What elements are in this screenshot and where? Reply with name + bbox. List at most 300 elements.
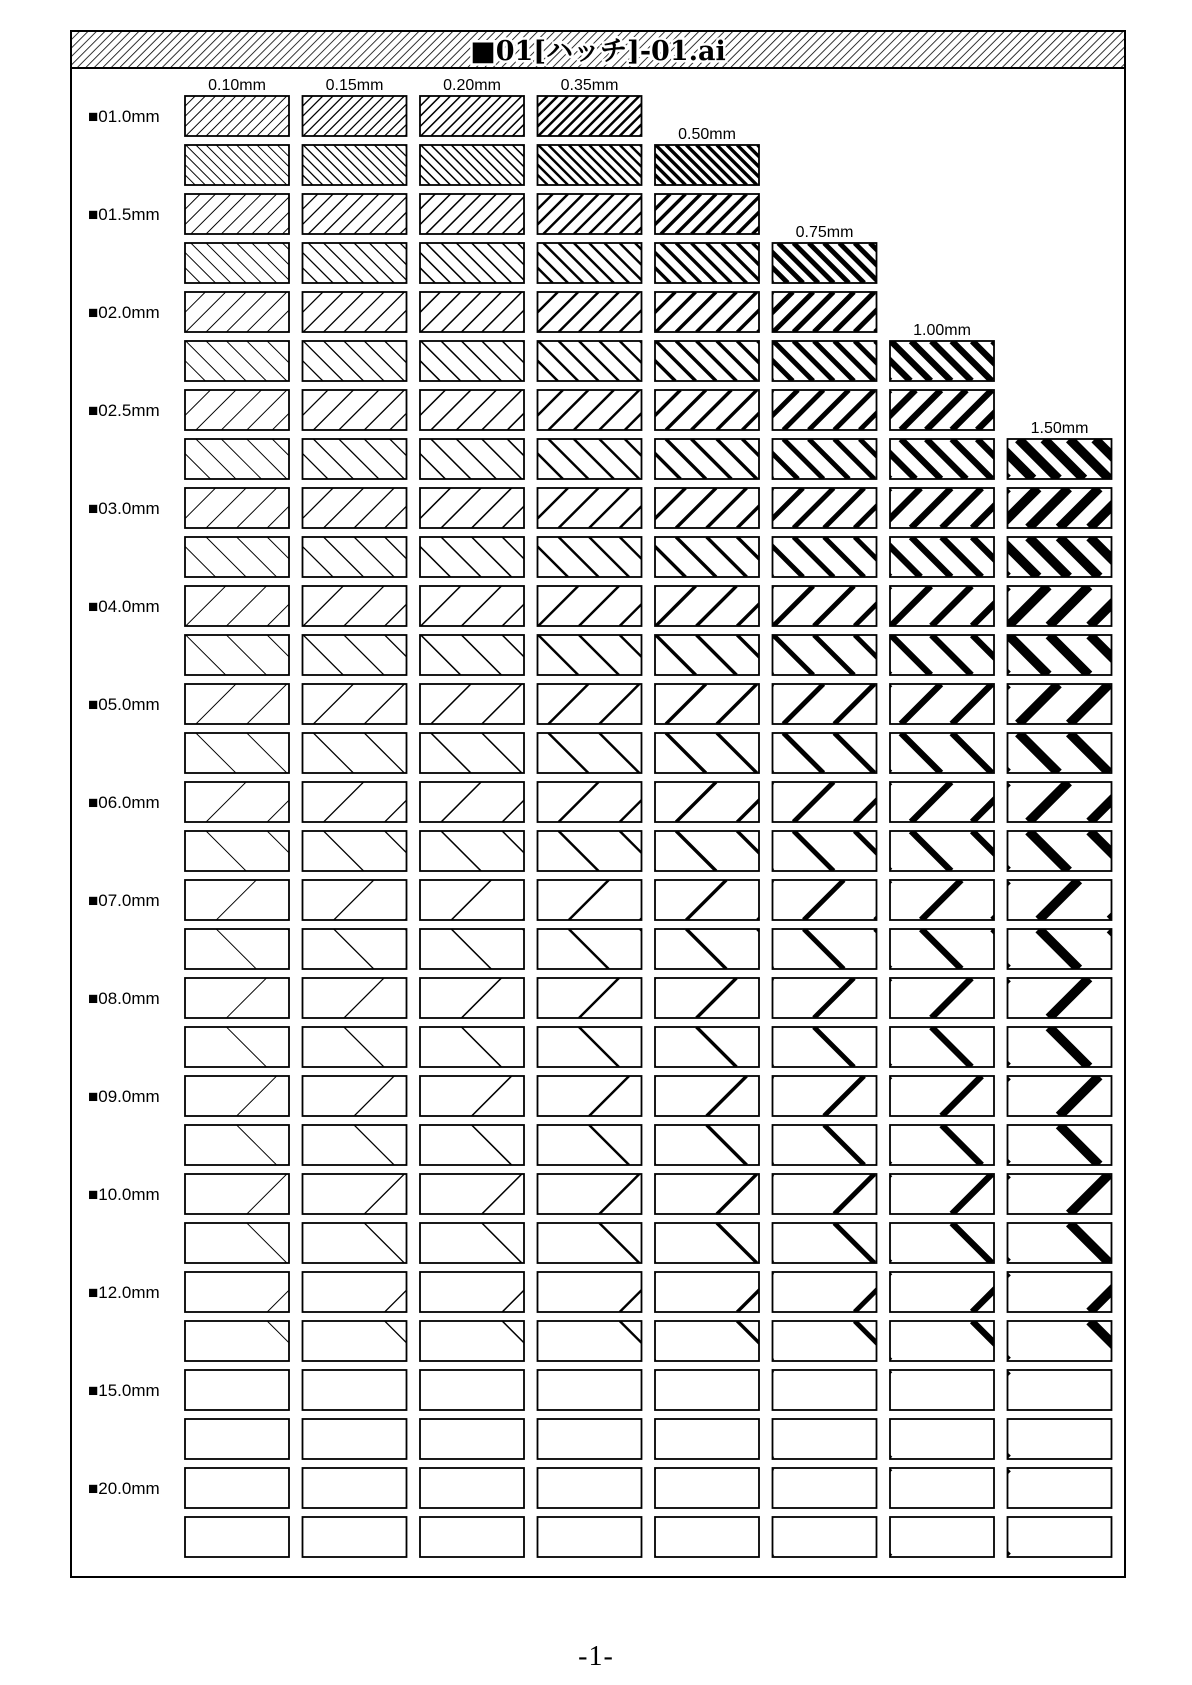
hatch-line	[676, 831, 716, 871]
hatch-line	[263, 733, 303, 773]
hatch-line	[457, 586, 497, 626]
hatch-line	[328, 831, 368, 871]
hatch-swatch	[0, 1517, 389, 1557]
swatch-border	[185, 1027, 289, 1067]
hatch-line	[1090, 635, 1130, 675]
hatch-line	[263, 439, 303, 479]
hatch-line	[936, 635, 976, 675]
spacing-label: ■10.0mm	[88, 1185, 160, 1204]
hatch-line	[737, 1321, 777, 1361]
hatch-line	[620, 635, 660, 675]
hatch-line	[267, 1321, 307, 1361]
hatch-line	[263, 243, 303, 283]
hatch-line	[927, 635, 967, 675]
hatch-swatch	[426, 880, 751, 920]
hatch-line	[737, 635, 777, 675]
hatch-swatch	[523, 1125, 930, 1165]
hatch-line	[600, 194, 640, 234]
hatch-line	[247, 194, 287, 234]
hatch-line	[537, 1076, 577, 1116]
hatch-line	[267, 635, 307, 675]
hatch-line	[676, 145, 716, 185]
hatch-line	[1069, 1174, 1109, 1214]
hatch-line	[324, 243, 364, 283]
hatch-line	[263, 831, 303, 871]
hatch-swatch	[396, 1223, 741, 1263]
hatch-line	[359, 880, 399, 920]
hatch-line	[354, 96, 394, 136]
hatch-line	[911, 831, 951, 871]
hatch-line	[666, 145, 706, 185]
hatch-line	[533, 243, 573, 283]
hatch-line	[615, 929, 655, 969]
hatch-line	[717, 292, 757, 332]
swatch-border	[538, 1223, 642, 1263]
hatch-line	[472, 96, 512, 136]
hatch-line	[431, 439, 471, 479]
hatch-line	[579, 1027, 619, 1067]
hatch-swatch	[447, 684, 742, 724]
hatch-line	[186, 635, 226, 675]
hatch-line	[548, 390, 588, 430]
hatch-line	[921, 929, 961, 969]
hatch-line	[206, 488, 246, 528]
hatch-line	[349, 292, 389, 332]
hatch-line	[666, 733, 706, 773]
swatch-border	[538, 1027, 642, 1067]
swatch-border	[890, 1027, 994, 1067]
hatch-line	[650, 1370, 690, 1410]
hatch-line	[859, 978, 899, 1018]
hatch-line	[492, 96, 532, 136]
hatch-line	[748, 1174, 788, 1214]
hatch-line	[328, 194, 368, 234]
hatch-line	[717, 1174, 757, 1214]
hatch-line	[610, 145, 650, 185]
hatch-line	[599, 439, 639, 479]
hatch-line	[655, 1125, 695, 1165]
hatch-line	[717, 1223, 757, 1263]
hatch-line	[232, 488, 272, 528]
hatch-line	[569, 929, 609, 969]
hatch-line	[221, 390, 261, 430]
hatch-line	[406, 1125, 446, 1165]
hatch-line	[216, 145, 256, 185]
hatch-line	[406, 1076, 446, 1116]
hatch-line	[293, 194, 333, 234]
hatch-line	[692, 586, 732, 626]
spacing-label: ■01.5mm	[88, 205, 160, 224]
hatch-line	[441, 782, 481, 822]
hatch-line	[267, 586, 307, 626]
hatch-line	[513, 1223, 553, 1263]
hatch-line	[237, 194, 277, 234]
hatch-line	[191, 194, 231, 234]
hatch-line	[727, 145, 767, 185]
hatch-swatch	[748, 1174, 1093, 1214]
hatch-line	[405, 292, 445, 332]
hatch-line	[328, 243, 368, 283]
swatch-border	[420, 978, 524, 1018]
spacing-label: ■05.0mm	[88, 695, 160, 714]
hatch-line	[476, 929, 516, 969]
hatch-line	[472, 439, 512, 479]
hatch-line	[498, 1027, 538, 1067]
hatch-line	[554, 831, 594, 871]
swatch-border	[185, 733, 289, 773]
hatch-line	[728, 1321, 768, 1361]
hatch-line	[482, 439, 522, 479]
hatch-line	[563, 243, 603, 283]
hatch-line	[931, 635, 971, 675]
swatch-border	[303, 733, 407, 773]
hatch-line	[615, 586, 655, 626]
hatch-line	[584, 1468, 624, 1508]
hatch-line	[288, 1076, 328, 1116]
hatch-line	[1130, 1027, 1170, 1067]
hatch-line	[895, 635, 935, 675]
hatch-line	[344, 1027, 384, 1067]
line-width-label: 0.20mm	[443, 77, 501, 94]
swatch-border	[185, 684, 289, 724]
hatch-line	[502, 1321, 542, 1361]
hatch-line	[859, 1321, 899, 1361]
hatch-line	[804, 929, 844, 969]
hatch-swatch	[411, 1517, 858, 1557]
hatch-swatch	[23, 1272, 430, 1312]
swatch-border	[773, 1419, 877, 1459]
hatch-line	[395, 243, 435, 283]
hatch-line	[380, 1321, 420, 1361]
hatch-line	[298, 1419, 338, 1459]
hatch-line	[298, 1370, 338, 1410]
hatch-line	[492, 145, 532, 185]
spacing-label: ■08.0mm	[88, 989, 160, 1008]
hatch-line	[697, 1419, 737, 1459]
hatch-line	[859, 1272, 899, 1312]
hatch-line	[952, 684, 992, 724]
hatch-line	[59, 1517, 99, 1557]
hatch-swatch	[815, 1370, 1192, 1410]
hatch-line	[345, 1370, 385, 1410]
hatch-line	[640, 929, 680, 969]
hatch-line	[247, 684, 287, 724]
swatch-border	[1008, 1468, 1112, 1508]
hatch-line	[380, 439, 420, 479]
hatch-line	[267, 782, 307, 822]
hatch-line	[441, 439, 481, 479]
hatch-line	[299, 978, 339, 1018]
hatch-line	[733, 1468, 773, 1508]
hatch-line	[446, 488, 486, 528]
hatch-line	[717, 341, 757, 381]
hatch-line	[450, 1370, 490, 1410]
hatch-line	[692, 635, 732, 675]
hatch-line	[267, 96, 307, 136]
hatch-line	[579, 292, 619, 332]
hatch-line	[334, 145, 374, 185]
hatch-line	[415, 1370, 455, 1410]
hatch-line	[466, 1517, 506, 1557]
hatch-swatch	[758, 1125, 1165, 1165]
hatch-line	[145, 635, 185, 675]
hatch-line	[1029, 831, 1069, 871]
hatch-line	[498, 782, 538, 822]
hatch-line	[906, 782, 946, 822]
hatch-line	[589, 488, 629, 528]
hatch-line	[385, 243, 425, 283]
hatch-line	[798, 782, 838, 822]
hatch-line	[920, 1370, 960, 1410]
hatch-line	[615, 831, 655, 871]
hatch-swatch	[544, 880, 869, 920]
hatch-line	[191, 929, 231, 969]
hatch-line	[385, 586, 425, 626]
hatch-line	[380, 635, 420, 675]
hatch-line	[226, 635, 266, 675]
hatch-line	[676, 782, 716, 822]
hatch-swatch	[94, 733, 389, 773]
hatch-line	[411, 488, 451, 528]
hatch-line	[972, 341, 1012, 381]
hatch-line	[176, 1468, 216, 1508]
hatch-line	[446, 1076, 486, 1116]
hatch-line	[1069, 1223, 1109, 1263]
hatch-line	[441, 341, 481, 381]
hatch-swatch	[416, 978, 782, 1018]
swatch-border	[538, 1468, 642, 1508]
hatch-line	[339, 390, 379, 430]
hatch-line	[416, 1027, 456, 1067]
hatch-line	[446, 341, 486, 381]
hatch-line	[354, 194, 394, 234]
hatch-line	[441, 96, 481, 136]
hatch-line	[303, 586, 343, 626]
hatch-swatch	[161, 1223, 506, 1263]
hatch-line	[385, 782, 425, 822]
hatch-line	[461, 194, 501, 234]
swatch-border	[420, 390, 524, 430]
hatch-line	[216, 96, 256, 136]
hatch-line	[814, 586, 854, 626]
hatch-line	[482, 145, 522, 185]
hatch-line	[498, 733, 538, 773]
hatch-line	[221, 439, 261, 479]
hatch-line	[498, 1468, 538, 1508]
hatch-line	[237, 439, 277, 479]
hatch-line	[441, 831, 481, 871]
hatch-line	[277, 145, 317, 185]
hatch-line	[380, 733, 420, 773]
hatch-line	[911, 782, 951, 822]
hatch-line	[263, 1223, 303, 1263]
hatch-line	[247, 96, 287, 136]
hatch-line	[701, 1468, 741, 1508]
hatch-swatch	[411, 1468, 858, 1508]
hatch-line	[171, 1076, 211, 1116]
swatch-border	[890, 1517, 994, 1557]
hatch-line	[655, 1076, 695, 1116]
hatch-line	[389, 782, 429, 822]
hatch-line	[1151, 782, 1191, 822]
hatch-line	[354, 1125, 394, 1165]
hatch-line	[1110, 880, 1150, 920]
hatch-line	[263, 684, 303, 724]
hatch-line	[380, 1272, 420, 1312]
hatch-swatch	[610, 1272, 1017, 1312]
hatch-swatch	[513, 1174, 858, 1214]
hatch-line	[396, 1174, 436, 1214]
hatch-line	[425, 292, 465, 332]
hatch-line	[303, 292, 343, 332]
hatch-line	[267, 341, 307, 381]
hatch-line	[498, 439, 538, 479]
hatch-line	[544, 929, 584, 969]
hatch-line	[1008, 586, 1048, 626]
hatch-line	[421, 586, 461, 626]
hatch-line	[267, 194, 307, 234]
hatch-line	[936, 586, 976, 626]
spacing-label: ■02.0mm	[88, 303, 160, 322]
hatch-line	[859, 831, 899, 871]
hatch-line	[482, 292, 522, 332]
hatch-line	[415, 733, 455, 773]
swatch-border	[420, 1027, 524, 1067]
hatch-line	[247, 1174, 287, 1214]
hatch-swatch	[886, 1027, 1192, 1067]
hatch-line	[733, 831, 773, 871]
hatch-swatch	[426, 929, 751, 969]
hatch-line	[568, 1370, 608, 1410]
hatch-line	[834, 292, 874, 332]
hatch-line	[615, 1468, 655, 1508]
hatch-line	[431, 96, 471, 136]
hatch-line	[855, 831, 895, 871]
hatch-swatch	[329, 684, 624, 724]
hatch-line	[380, 684, 420, 724]
hatch-swatch	[815, 1419, 1192, 1459]
hatch-line	[431, 145, 471, 185]
hatch-swatch	[728, 1321, 1135, 1361]
hatch-line	[385, 537, 425, 577]
hatch-line	[226, 292, 266, 332]
hatch-swatch	[176, 1468, 623, 1508]
hatch-line	[263, 1272, 303, 1312]
hatch-swatch	[845, 1272, 1192, 1312]
hatch-line	[594, 537, 634, 577]
hatch-line	[1146, 439, 1186, 479]
hatch-swatch	[278, 1223, 623, 1263]
hatch-swatch	[529, 1468, 976, 1508]
hatch-line	[385, 341, 425, 381]
hatch-line	[273, 96, 313, 136]
hatch-line	[788, 145, 828, 185]
hatch-line	[120, 439, 160, 479]
hatch-line	[733, 1419, 773, 1459]
hatch-line	[411, 96, 451, 136]
hatch-line	[972, 1272, 1012, 1312]
hatch-line	[972, 635, 1012, 675]
hatch-line	[548, 684, 588, 724]
hatch-line	[263, 635, 303, 675]
hatch-swatch	[493, 1272, 900, 1312]
hatch-line	[641, 1125, 681, 1165]
hatch-line	[472, 194, 512, 234]
hatch-line	[278, 1223, 318, 1263]
hatch-line	[615, 880, 655, 920]
hatch-line	[594, 880, 634, 920]
hatch-line	[257, 145, 297, 185]
hatch-line	[498, 1174, 538, 1214]
hatch-line	[247, 243, 287, 283]
hatch-line	[160, 243, 200, 283]
hatch-line	[472, 1125, 512, 1165]
hatch-swatch	[294, 1468, 741, 1508]
hatch-line	[364, 1174, 404, 1214]
hatch-line	[263, 586, 303, 626]
hatch-line	[498, 831, 538, 871]
hatch-line	[258, 1272, 298, 1312]
hatch-swatch	[74, 929, 399, 969]
hatch-line	[1130, 635, 1170, 675]
hatch-line	[778, 586, 818, 626]
hatch-line	[1171, 733, 1192, 773]
hatch-line	[267, 831, 307, 871]
hatch-line	[456, 194, 496, 234]
hatch-line	[461, 586, 501, 626]
hatch-line	[145, 537, 185, 577]
hatch-line	[533, 488, 573, 528]
hatch-line	[476, 537, 516, 577]
hatch-line	[559, 341, 599, 381]
hatch-line	[834, 341, 874, 381]
hatch-line	[482, 1174, 522, 1214]
hatch-line	[196, 96, 236, 136]
hatch-line	[411, 243, 451, 283]
hatch-swatch	[309, 929, 634, 969]
hatch-line	[523, 880, 563, 920]
hatch-line	[850, 635, 890, 675]
hatch-line	[237, 1125, 277, 1165]
hatch-line	[737, 586, 777, 626]
hatch-line	[466, 292, 506, 332]
hatch-line	[242, 292, 282, 332]
hatch-swatch	[135, 145, 379, 185]
swatch-border	[303, 684, 407, 724]
hatch-line	[263, 1370, 303, 1410]
hatch-line	[768, 145, 808, 185]
hatch-line	[528, 537, 568, 577]
hatch-line	[477, 292, 517, 332]
hatch-line	[630, 96, 670, 136]
line-width-label: 1.50mm	[1030, 420, 1089, 437]
hatch-line	[906, 831, 946, 871]
hatch-line	[360, 341, 400, 381]
hatch-line	[548, 733, 588, 773]
hatch-line	[389, 1272, 429, 1312]
hatch-line	[783, 684, 823, 724]
hatch-line	[263, 145, 303, 185]
hatch-line	[707, 488, 747, 528]
hatch-line	[620, 96, 660, 136]
hatch-line	[294, 1468, 334, 1508]
page-number: -1-	[578, 1641, 614, 1672]
hatch-line	[502, 831, 542, 871]
hatch-swatch	[764, 1517, 1192, 1557]
hatch-line	[686, 929, 726, 969]
hatch-line	[737, 1272, 777, 1312]
hatch-line	[431, 684, 471, 724]
